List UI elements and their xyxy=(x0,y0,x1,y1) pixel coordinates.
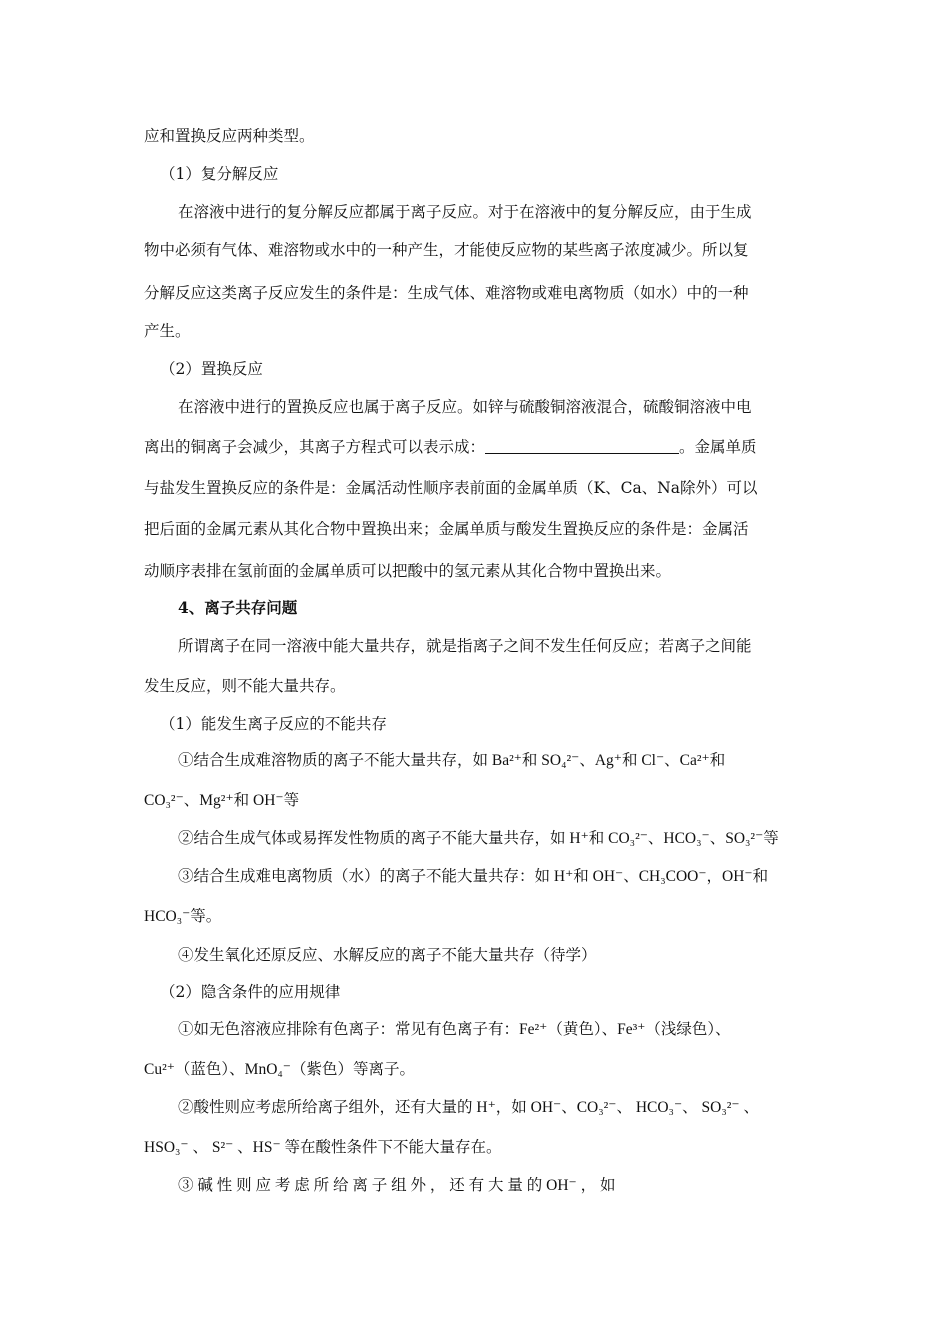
text-line: ③结合生成难电离物质（水）的离子不能大量共存：如 H⁺和 OH⁻、CH₃COO⁻，OH⁻和 xyxy=(178,868,769,885)
text-line: 产生。 xyxy=(144,322,191,340)
section-heading: 4、离子共存问题 xyxy=(178,598,298,617)
text-line: 动顺序表排在氢前面的金属单质可以把酸中的氢元素从其化合物中置换出来。 xyxy=(144,562,672,580)
subheading: （2）隐含条件的应用规律 xyxy=(160,983,341,1001)
text-fragment: 离出的铜离子会减少，其离子方程式可以表示成： xyxy=(144,438,486,456)
text-line: 发生反应，则不能大量共存。 xyxy=(144,677,346,695)
text-line: ②酸性则应考虑所给离子组外，还有大量的 H⁺，如 OH⁻、CO₃²⁻、 HCO₃⁻、 SO₃²⁻ 、 xyxy=(178,1099,759,1116)
text-line-with-blank xyxy=(144,437,757,457)
text-line: 分解反应这类离子反应发生的条件是：生成气体、难溶物或难电离物质（如水）中的一种 xyxy=(144,284,749,302)
text-line: 所谓离子在同一溶液中能大量共存，就是指离子之间不发生任何反应；若离子之间能 xyxy=(178,637,752,655)
text-fragment: 。金属单质 xyxy=(679,438,757,456)
text-line: ①如无色溶液应排除有色离子：常见有色离子有：Fe²⁺（黄色）、Fe³⁺（浅绿色）、 xyxy=(178,1021,731,1038)
text-line: 与盐发生置换反应的条件是：金属活动性顺序表前面的金属单质（K、Ca、Na除外）可以 xyxy=(144,479,758,497)
text-line: 在溶液中进行的复分解反应都属于离子反应。对于在溶液中的复分解反应，由于生成 xyxy=(178,203,752,221)
text-line: ③ 碱 性 则 应 考 虑 所 给 离 子 组 外 ， 还 有 大 量 的 OH⁻ ， 如 xyxy=(178,1177,616,1194)
answer-blank[interactable] xyxy=(485,439,679,454)
subheading-displacement: （2）置换反应 xyxy=(160,360,263,378)
text-line: ④发生氧化还原反应、水解反应的离子不能大量共存（待学） xyxy=(178,946,597,964)
text-line: 在溶液中进行的置换反应也属于离子反应。如锌与硫酸铜溶液混合，硫酸铜溶液中电 xyxy=(178,398,752,416)
text-line: 物中必须有气体、难溶物或水中的一种产生，才能使反应物的某些离子浓度减少。所以复 xyxy=(144,241,749,259)
subheading: （1）能发生离子反应的不能共存 xyxy=(160,715,387,733)
text-line: 把后面的金属元素从其化合物中置换出来；金属单质与酸发生置换反应的条件是：金属活 xyxy=(144,520,749,538)
text-line: Cu²⁺（蓝色）、MnO₄⁻（紫色）等离子。 xyxy=(144,1061,415,1078)
text-line: ②结合生成气体或易挥发性物质的离子不能大量共存，如 H⁺和 CO₃²⁻、HCO₃⁻、SO₃²⁻等 xyxy=(178,830,779,847)
text-line: CO₃²⁻、Mg²⁺和 OH⁻等 xyxy=(144,792,300,809)
text-line: ①结合生成难溶物质的离子不能大量共存，如 Ba²⁺和 SO₄²⁻、Ag⁺和 Cl⁻、Ca²⁺和 xyxy=(178,752,726,769)
text-line: HCO₃⁻等。 xyxy=(144,908,222,925)
text-line: 应和置换反应两种类型。 xyxy=(144,127,315,145)
subheading-double-decomposition: （1）复分解反应 xyxy=(160,165,279,183)
text-line: HSO₃⁻ 、 S²⁻ 、HS⁻ 等在酸性条件下不能大量存在。 xyxy=(144,1139,502,1156)
